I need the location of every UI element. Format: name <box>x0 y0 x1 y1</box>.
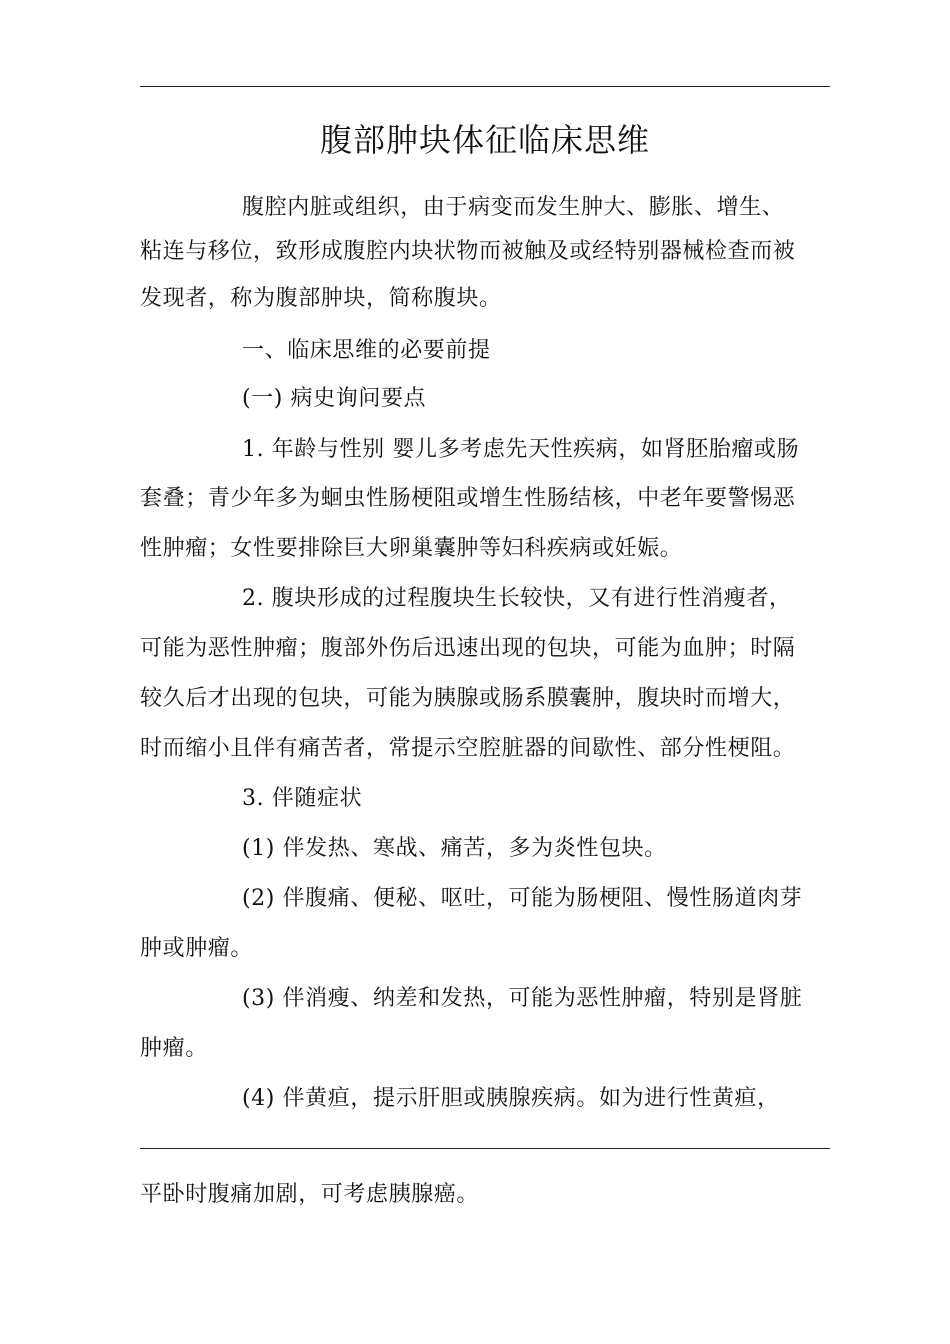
header-rule <box>140 86 830 87</box>
subsection-heading: (一) 病史询问要点 <box>242 386 427 411</box>
paragraph-line: 较久后才出现的包块，可能为胰腺或肠系膜囊肿，腹块时而增大， <box>140 686 796 711</box>
paragraph-line: 2. 腹块形成的过程腹块生长较快，又有进行性消瘦者， <box>242 586 792 611</box>
paragraph-line: 发现者，称为腹部肿块，简称腹块。 <box>140 286 502 311</box>
paragraph-line: 性肿瘤；女性要排除巨大卵巢囊肿等妇科疾病或妊娠。 <box>140 536 683 561</box>
paragraph-line: 平卧时腹痛加剧，可考虑胰腺癌。 <box>140 1182 480 1207</box>
paragraph-line: (1) 伴发热、寒战、痛苦，多为炎性包块。 <box>242 836 667 861</box>
paragraph-line: 可能为恶性肿瘤；腹部外伤后迅速出现的包块，可能为血肿；时隔 <box>140 636 796 661</box>
section-heading: 一、临床思维的必要前提 <box>242 338 491 363</box>
paragraph-line: (4) 伴黄疸，提示肝胆或胰腺疾病。如为进行性黄疸， <box>242 1086 780 1111</box>
paragraph-line: 粘连与移位，致形成腹腔内块状物而被触及或经特别器械检查而被 <box>140 239 796 264</box>
paragraph-line: 肿瘤。 <box>140 1036 208 1061</box>
paragraph-line: 肿或肿瘤。 <box>140 936 254 961</box>
paragraph-line: 腹腔内脏或组织，由于病变而发生肿大、膨胀、增生、 <box>242 195 785 220</box>
page-break-rule <box>140 1148 830 1149</box>
page-title: 腹部肿块体征临床思维 <box>319 121 650 159</box>
paragraph-line: (2) 伴腹痛、便秘、呕吐，可能为肠梗阻、慢性肠道肉芽 <box>242 886 803 911</box>
paragraph-line: 时而缩小且伴有痛苦者，常提示空腔脏器的间歇性、部分性梗阻。 <box>140 736 796 761</box>
paragraph-line: (3) 伴消瘦、纳差和发热，可能为恶性肿瘤，特别是肾脏 <box>242 986 803 1011</box>
paragraph-line: 1. 年龄与性别 婴儿多考虑先天性疾病，如肾胚胎瘤或肠 <box>242 437 800 462</box>
paragraph-line: 套叠；青少年多为蛔虫性肠梗阻或增生性肠结核，中老年要警惕恶 <box>140 486 796 511</box>
paragraph-line: 3. 伴随症状 <box>242 786 363 811</box>
